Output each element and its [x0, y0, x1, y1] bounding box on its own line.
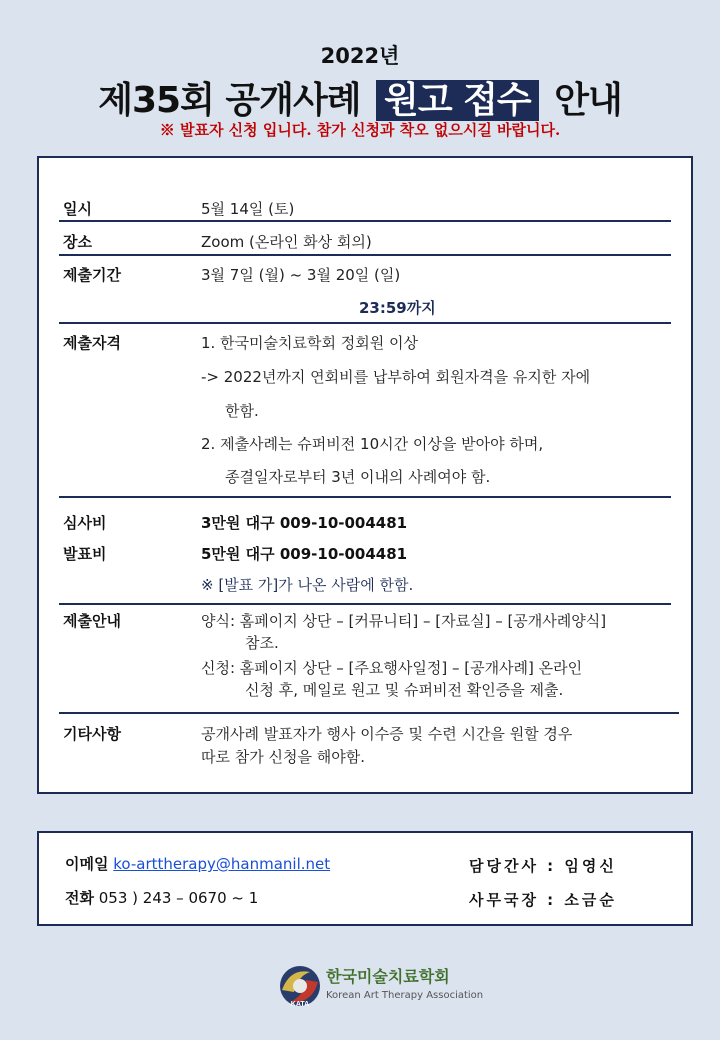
title-prefix: 제35회 공개사례 — [98, 80, 361, 121]
guide-apply-line-2: 신청 후, 메일로 원고 및 슈퍼비전 확인증을 제출. — [245, 681, 564, 699]
period-label: 제출기간 — [63, 266, 121, 284]
page-title — [0, 72, 720, 123]
divider — [59, 712, 679, 714]
etc-line-2: 따로 참가 신청을 해야함. — [201, 748, 365, 766]
guide-form-line-2: 참조. — [245, 634, 279, 652]
info-panel — [37, 156, 693, 794]
place-value: Zoom (온라인 화상 회의) — [201, 233, 372, 251]
etc-label: 기타사항 — [63, 725, 121, 743]
place-label: 장소 — [63, 233, 92, 251]
kata-logo — [276, 962, 484, 1012]
kata-emblem-icon — [276, 962, 324, 1010]
phone-label: 전화 — [65, 889, 94, 907]
logo-name-ko: 한국미술치료학회 — [326, 967, 450, 986]
eligibility-label: 제출자격 — [63, 334, 121, 352]
phone-row — [65, 887, 258, 908]
email-link[interactable]: ko-arttherapy@hanmanil.net — [113, 855, 331, 873]
divider — [59, 254, 671, 256]
review-fee-label: 심사비 — [63, 514, 107, 532]
divider — [59, 322, 671, 324]
present-fee-value: 5만원 대구 009-10-004481 — [201, 545, 408, 563]
divider — [59, 220, 671, 222]
notice-text: ※ 발표자 신청 입니다. 참가 신청과 착오 없으시길 바랍니다. — [159, 121, 561, 139]
review-fee-value: 3만원 대구 009-10-004481 — [201, 514, 408, 532]
kata-abbr: KATA — [290, 1001, 310, 1008]
email-label: 이메일 — [65, 855, 109, 873]
eligibility-line-5: 종결일자로부터 3년 이내의 사례여야 함. — [225, 468, 491, 486]
fee-note: ※ [발표 가]가 나온 사람에 한함. — [201, 576, 414, 594]
logo-name-en: Korean Art Therapy Association — [326, 990, 484, 1001]
date-value: 5월 14일 (토) — [201, 200, 295, 218]
etc-line-1: 공개사례 발표자가 행사 이수증 및 수련 시간을 원할 경우 — [201, 725, 573, 743]
staff-manager: 담당간사 : 임영신 — [469, 857, 617, 875]
contact-panel — [37, 831, 693, 926]
period-value: 3월 7일 (월) ~ 3월 20일 (일) — [201, 266, 401, 284]
title-suffix: 안내 — [554, 80, 622, 121]
guide-apply-line-1: 신청: 홈페이지 상단 – [주요행사일정] – [공개사례] 온라인 — [201, 659, 583, 677]
title-highlight: 원고 접수 — [376, 80, 539, 121]
eligibility-line-2: -> 2022년까지 연회비를 납부하여 회원자격을 유지한 자에 — [201, 368, 591, 386]
staff-secretary: 사무국장 : 소금순 — [469, 891, 617, 909]
eligibility-line-3: 한함. — [225, 402, 259, 420]
eligibility-line-1: 1. 한국미술치료학회 정회원 이상 — [201, 334, 418, 352]
eligibility-line-4: 2. 제출사례는 슈퍼비전 10시간 이상을 받아야 하며, — [201, 435, 544, 453]
divider — [59, 496, 671, 498]
guide-form-line-1: 양식: 홈페이지 상단 – [커뮤니티] – [자료실] – [공개사례양식] — [201, 612, 607, 630]
year-heading: 2022년 — [320, 44, 400, 68]
divider — [59, 603, 671, 605]
guide-label: 제출안내 — [63, 612, 121, 630]
email-row — [65, 853, 330, 874]
phone-value: 053 ) 243 – 0670 ~ 1 — [98, 889, 259, 907]
period-deadline: 23:59까지 — [359, 299, 436, 317]
date-label: 일시 — [63, 200, 92, 218]
present-fee-label: 발표비 — [63, 545, 107, 563]
